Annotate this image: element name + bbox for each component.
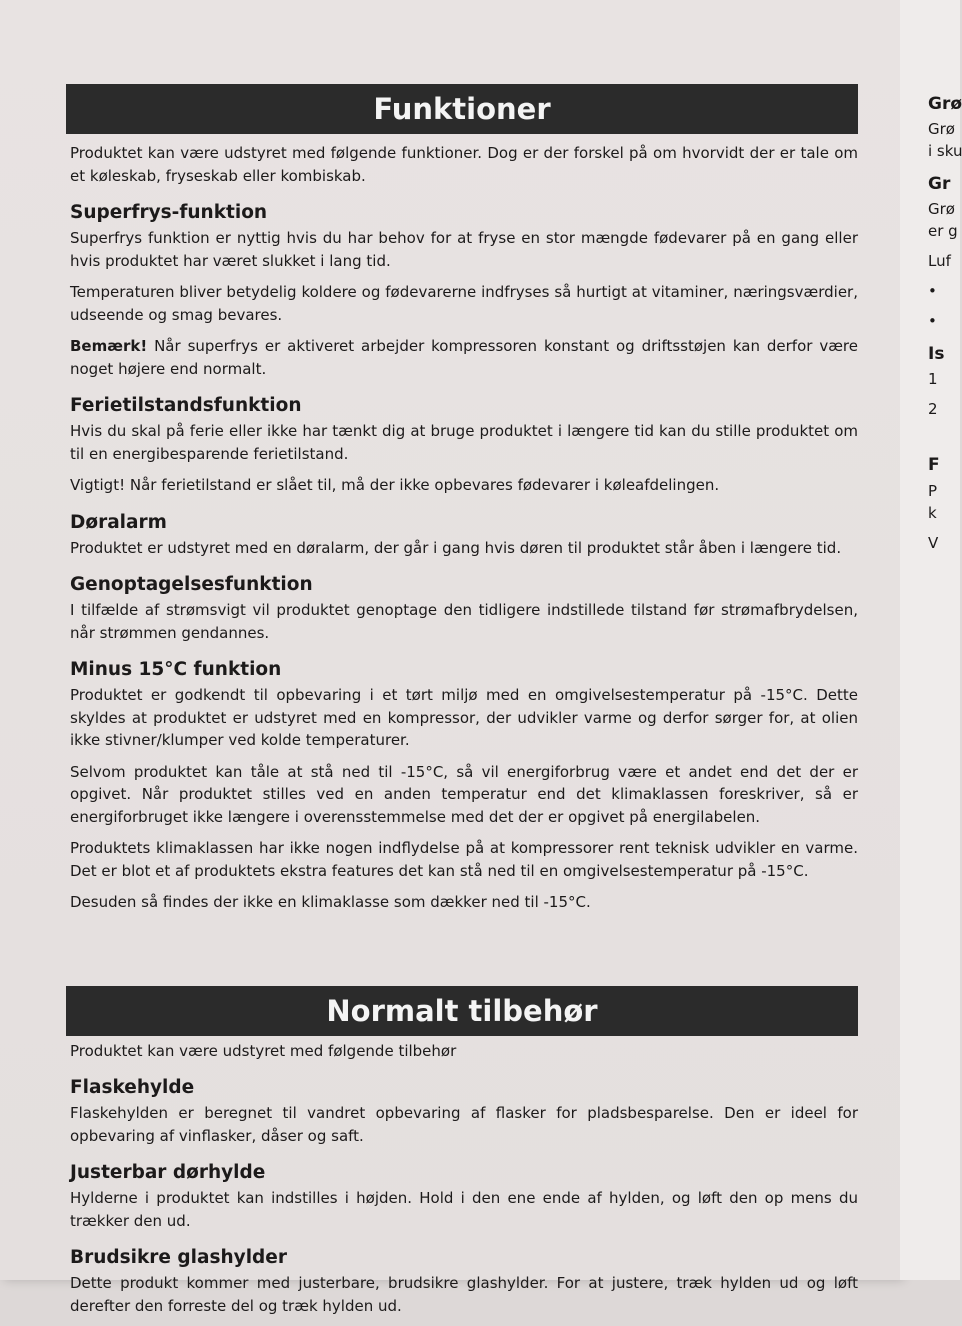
heading-superfrys: Superfrys-funktion — [70, 202, 268, 223]
next-page-fragment: i sku — [928, 142, 962, 160]
paragraph: Hylderne i produktet kan indstilles i højden. Hold i den ene ende af hylden, og løft den op mens du trækker den ud. — [70, 1189, 858, 1230]
heading-brudsikre: Brudsikre glashylder — [70, 1247, 287, 1268]
section-intro: Produktet kan være udstyret med følgende tilbehør — [70, 1041, 457, 1060]
next-page-fragment: • — [928, 282, 937, 300]
next-page-fragment: k — [928, 504, 937, 522]
section-intro: Produktet kan være udstyret med følgende funktioner. Dog er der forskel på om hvorvidt der er tale om et køleskab, fryseskab eller kombiskab. — [70, 144, 858, 185]
next-page-edge — [900, 0, 960, 1280]
note-paragraph — [70, 335, 858, 380]
paragraph: Hvis du skal på ferie eller ikke har tænkt dig at bruge produktet i længere tid kan du stille produktet om til en energibesparende ferietilstand. — [70, 422, 858, 463]
paragraph: Produktets klimaklassen har ikke nogen indflydelse på at kompressorer rent teknisk udvikler en varme. Det er blot et af produktets ekstra features det kan stå ned til en omgivelsestemperatur på -15°C. — [70, 839, 858, 880]
paragraph: Produktet er godkendt til opbevaring i et tørt miljø med en omgivelsestemperatur på -15°C. Dette skyldes at produktet er udstyret med en kompressor, der udvikler varme og derfor sørger for, at olien ikke stivner/klumper ved kolde temperaturer. — [70, 686, 858, 749]
next-page-fragment: Grø — [928, 200, 955, 218]
paragraph: Flaskehylden er beregnet til vandret opbevaring af flasker for pladsbesparelse. Den er ideel for opbevaring af vinflasker, dåser og saft. — [70, 1104, 858, 1145]
heading-doralarm: Døralarm — [70, 511, 167, 533]
next-page-fragment: 2 — [928, 400, 938, 418]
next-page-fragment: Gr — [928, 174, 951, 194]
section-title-tilbehor: Normalt tilbehør — [66, 986, 858, 1036]
heading-flaskehylde: Flaskehylde — [70, 1077, 195, 1098]
heading-justerbar: Justerbar dørhylde — [70, 1162, 266, 1183]
next-page-fragment: Is — [928, 344, 945, 364]
paragraph: Vigtigt! Når ferietilstand er slået til, må der ikke opbevares fødevarer i køleafdelingen. — [70, 476, 720, 494]
page-content — [66, 84, 858, 1326]
next-page-fragment: Grø — [928, 94, 962, 114]
heading-minus15: Minus 15°C funktion — [70, 659, 282, 680]
next-page-fragment: Luf — [928, 252, 951, 270]
heading-ferietilstand: Ferietilstandsfunktion — [70, 395, 302, 416]
paragraph: Produktet er udstyret med en døralarm, der går i gang hvis døren til produktet står åben i længere tid. — [70, 538, 842, 557]
next-page-fragment: 1 — [928, 370, 938, 388]
paragraph: Selvom produktet kan tåle at stå ned til -15°C, så vil energiforbrug være et andet end det der er opgivet. Når produktet stilles ved en anden temperatur end det klimaklassen foreskriver, så er energiforbruget ikke længere i overensstemmelse med det der er opgivet på energilabelen. — [70, 762, 858, 826]
next-page-fragment: • — [928, 312, 937, 330]
next-page-fragment: F — [928, 455, 940, 475]
next-page-fragment: P — [928, 482, 938, 500]
paragraph: Dette produkt kommer med justerbare, brudsikre glashylder. For at justere, træk hylden ud og løft derefter den forreste del og træk hylden ud. — [70, 1274, 858, 1315]
paragraph: Temperaturen bliver betydelig koldere og fødevarerne indfryses så hurtigt at vitaminer, næringsværdier, udseende og smag bevares. — [70, 283, 858, 324]
next-page-fragment: V — [928, 534, 939, 552]
note-text: Når superfrys er aktiveret arbejder kompressoren konstant og driftsstøjen kan derfor være noget højere end normalt. — [70, 337, 858, 378]
paragraph: Desuden så findes der ikke en klimaklasse som dækker ned til -15°C. — [70, 893, 591, 911]
note-label: Bemærk! — [70, 337, 148, 355]
heading-genoptagelse: Genoptagelsesfunktion — [70, 574, 313, 595]
section-title-funktioner: Funktioner — [66, 84, 858, 134]
paragraph: I tilfælde af strømsvigt vil produktet genoptage den tidligere indstillede tilstand før strømafbrydelsen, når strømmen gendannes. — [70, 601, 858, 642]
paragraph: Superfrys funktion er nyttig hvis du har behov for at fryse en stor mængde fødevarer på en gang eller hvis produktet har været slukket i lang tid. — [70, 229, 858, 270]
next-page-fragment: er g — [928, 222, 958, 240]
next-page-fragment: Grø — [928, 120, 955, 138]
